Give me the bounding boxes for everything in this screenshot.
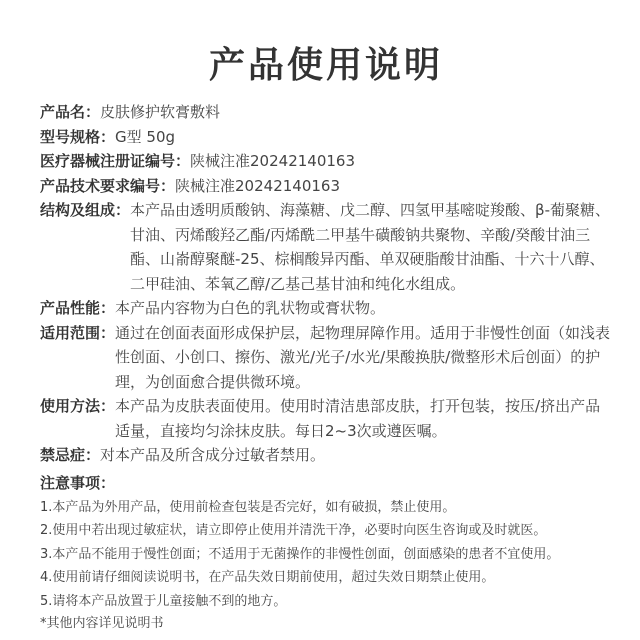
field-scope bbox=[40, 321, 612, 395]
field-label: 医疗器械注册证编号： bbox=[40, 152, 191, 170]
field-label: 结构及组成： bbox=[40, 201, 131, 219]
field-composition bbox=[40, 198, 612, 296]
field-label: 适用范围： bbox=[40, 323, 116, 342]
field-usage bbox=[40, 394, 612, 443]
field-label: 使用方法： bbox=[40, 397, 116, 415]
precaution-item: 3.本产品不能用于慢性创面；不适用于无菌操作的非慢性创面，创面感染的患者不宜使用。 bbox=[40, 546, 560, 562]
precaution-item: 4.使用前请仔细阅读说明书，在产品失效日期前使用，超过失效日期禁止使用。 bbox=[40, 570, 495, 585]
field-model-spec bbox=[40, 125, 612, 150]
field-label: 产品技术要求编号： bbox=[40, 176, 176, 195]
field-technical-requirement-number bbox=[40, 174, 612, 199]
field-value: 皮肤修护软膏敷料 bbox=[100, 103, 221, 121]
footnote: *其他内容详见说明书 bbox=[40, 616, 164, 631]
field-registration-number bbox=[40, 149, 612, 174]
field-label: 产品名： bbox=[40, 103, 101, 121]
precaution-item: 2.使用中若出现过敏症状，请立即停止使用并清洗干净，必要时向医生咨询或及时就医。 bbox=[40, 523, 547, 538]
field-value: 陕械注准20242140163 bbox=[190, 152, 355, 170]
field-label: 禁忌症： bbox=[40, 446, 101, 464]
product-fields bbox=[40, 100, 612, 468]
precautions-section bbox=[40, 470, 612, 636]
precaution-item: 5.请将本产品放置于儿童接触不到的地方。 bbox=[40, 593, 287, 609]
precautions-heading: 注意事项： bbox=[40, 473, 116, 492]
field-value: G型 50g bbox=[115, 127, 176, 146]
field-contraindications bbox=[40, 443, 612, 468]
field-value: 通过在创面表面形成保护层，起物理屏障作用。适用于非慢性创面（如浅表性创面、小创口、擦伤、激光/光子/水光/果酸换肤/微整形术后创面）的护理，为创面愈合提供微环境。 bbox=[115, 323, 611, 391]
precaution-item: 1.本产品为外用产品，使用前检查包装是否完好，如有破损，禁止使用。 bbox=[40, 499, 456, 515]
field-value: 陕械注准20242140163 bbox=[175, 176, 340, 195]
field-value: 本产品为皮肤表面使用。使用时清洁患部皮肤，打开包装，按压/挤出产品适量，直接均匀涂抹皮肤。每日2~3次或遵医嘱。 bbox=[115, 397, 601, 440]
field-product-name bbox=[40, 100, 612, 125]
field-label: 型号规格： bbox=[40, 127, 116, 146]
page-title: 产品使用说明 bbox=[208, 45, 443, 86]
field-value: 对本产品及所含成分过敏者禁用。 bbox=[100, 446, 326, 464]
field-value: 本产品内容物为白色的乳状物或膏状物。 bbox=[115, 299, 386, 317]
field-performance bbox=[40, 296, 612, 321]
field-label: 产品性能： bbox=[40, 299, 116, 317]
field-value: 本产品由透明质酸钠、海藻糖、戊二醇、四氢甲基嘧啶羧酸、β-葡聚糖、甘油、丙烯酸羟乙酯/丙烯酰二甲基牛磺酸钠共聚物、辛酸/癸酸甘油三酯、山嵛醇聚醚-25、棕榈酸异丙酯、单双硬脂酸甘油酯、十六十八醇、二甲硅油、苯氧乙醇/乙基己基甘油和纯化水组成。 bbox=[130, 201, 611, 293]
